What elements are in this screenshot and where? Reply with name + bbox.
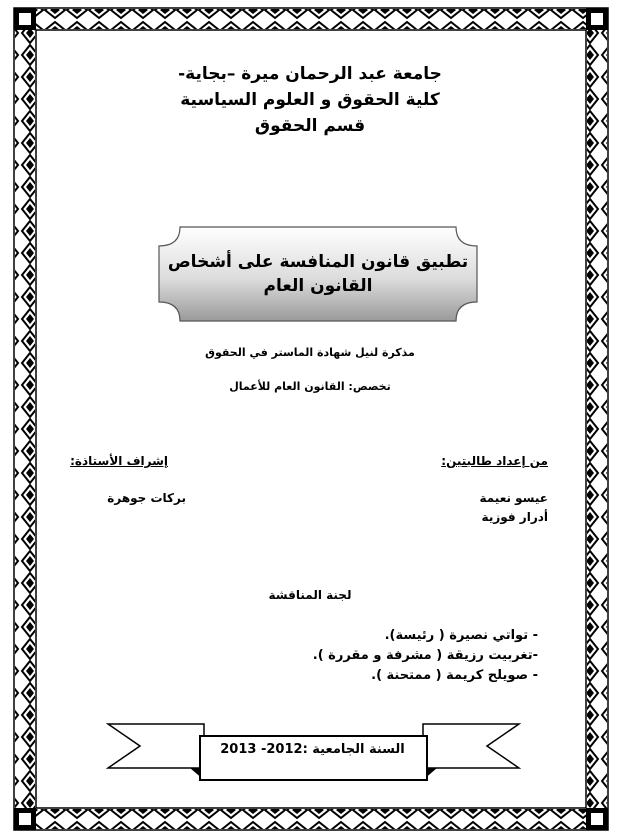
- thesis-title-line-2: القانون العام: [263, 276, 373, 296]
- students-label: من إعداد طالبتين:: [441, 454, 548, 468]
- student-name-2: أدرار فوزية: [481, 510, 548, 524]
- committee-title: لجنة المناقشة: [268, 588, 352, 602]
- department-name: قسم الحقوق: [254, 116, 366, 136]
- committee-member: - تواتي نصيرة ( رئيسة).: [384, 628, 538, 643]
- committee-member: -تغربيت رزيقة ( مشرفة و مقررة ).: [312, 648, 538, 663]
- faculty-name: كلية الحقوق و العلوم السياسية: [180, 90, 440, 110]
- student-name-1: عيسو نعيمة: [479, 491, 548, 505]
- academic-year: السنة الجامعية :2012- 2013: [220, 742, 405, 757]
- thesis-title: [158, 250, 478, 298]
- university-name: جامعة عبد الرحمان ميرة –بجاية-: [178, 64, 442, 84]
- committee-member: - صويلح كريمة ( ممتحنة ).: [371, 668, 538, 683]
- specialty: تخصص: القانون العام للأعمال: [229, 380, 391, 393]
- thesis-title-line-1: تطبيق قانون المنافسة على أشخاص: [167, 252, 469, 272]
- committee-members: [313, 626, 538, 686]
- degree-subtitle: مذكرة لنيل شهادة الماستر في الحقوق: [205, 346, 415, 359]
- supervisor-name: بركات جوهرة: [107, 491, 186, 505]
- supervisor-label: إشراف الأستاذة:: [70, 454, 168, 468]
